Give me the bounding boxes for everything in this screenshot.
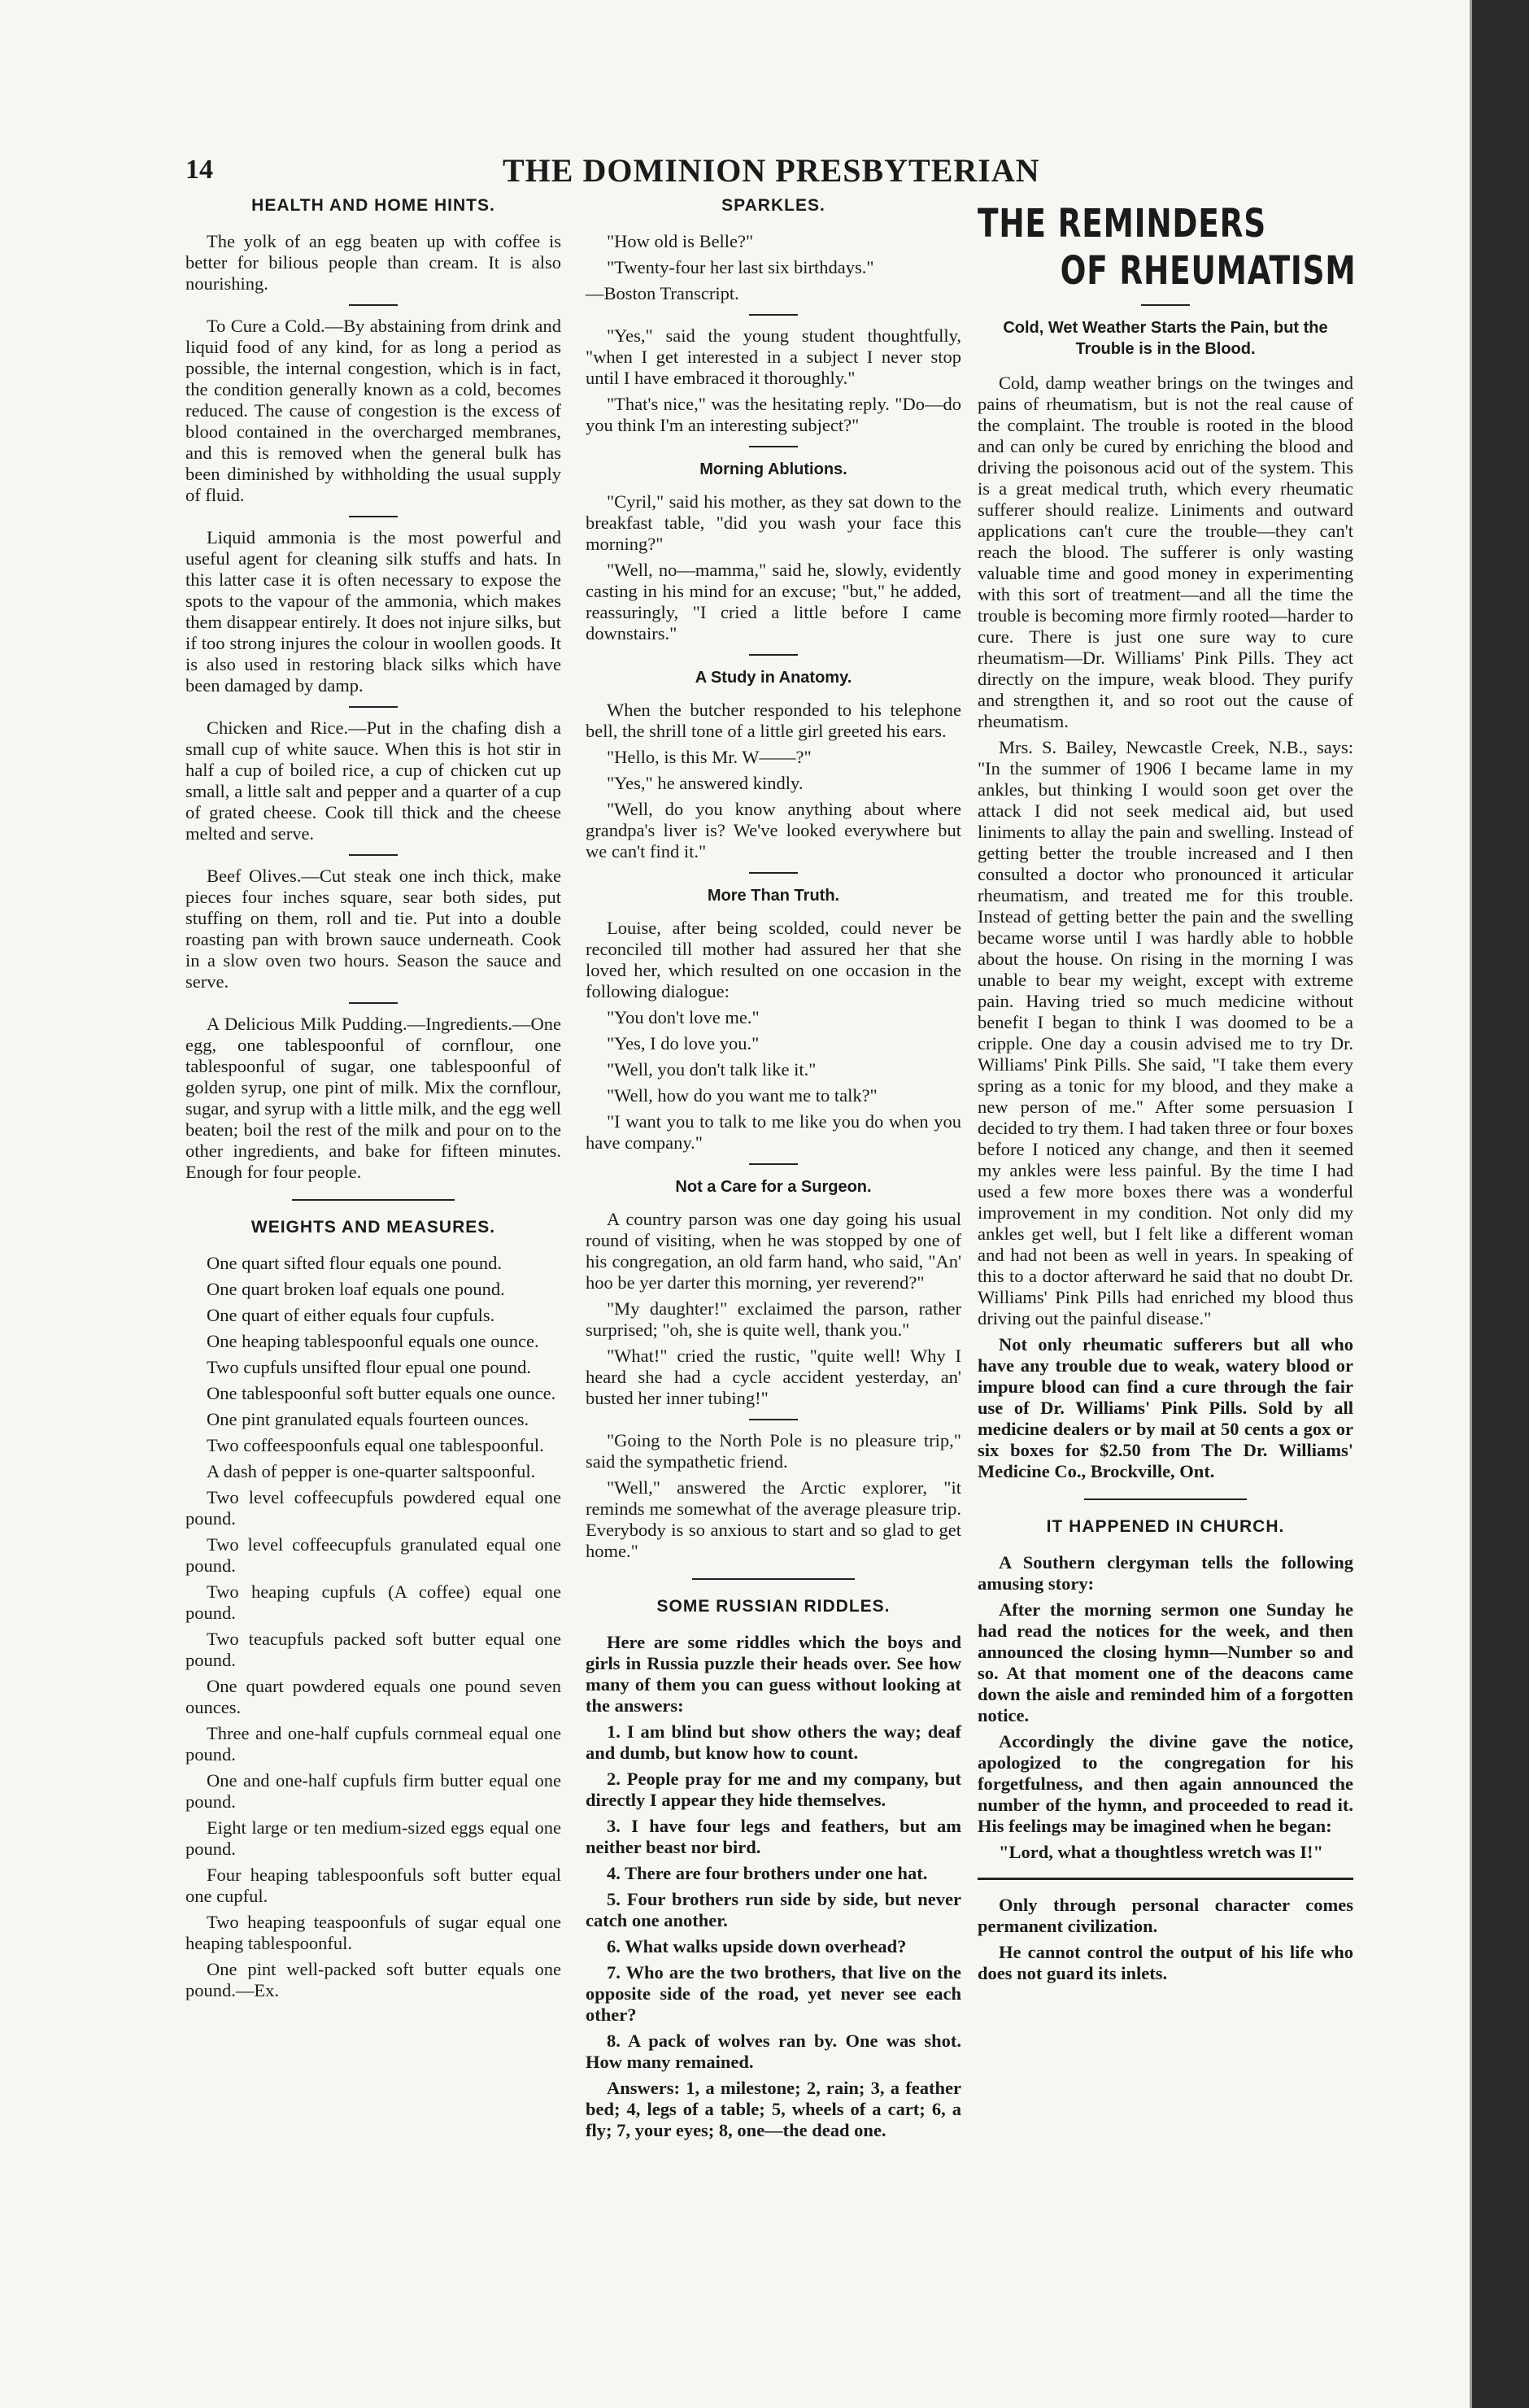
heading-sparkles: SPARKLES. (721, 196, 825, 215)
paragraph: A Southern clergyman tells the following amusing story: (978, 1552, 1353, 1594)
measure-item: Eight large or ten medium-sized eggs equal one pound. (185, 1817, 561, 1859)
riddle-item: 7. Who are the two brothers, that live on the opposite side of the road, yet never see each other? (586, 1962, 961, 2025)
measure-item: Two heaping cupfuls (A coffee) equal one pound. (185, 1581, 561, 1623)
divider (1141, 304, 1190, 306)
paragraph: "That's nice," was the hesitating reply. "Do—do you think I'm an interesting subject?" (586, 394, 961, 435)
measure-item: Two heaping teaspoonfuls of sugar equal one heaping tablespoonful. (185, 1912, 561, 1953)
masthead (185, 152, 1040, 195)
divider (749, 1163, 798, 1165)
column-sparkles (586, 195, 961, 2146)
divider (749, 446, 798, 447)
divider (749, 314, 798, 316)
measure-item: One quart of either equals four cupfuls. (207, 1305, 495, 1325)
paragraph: "Lord, what a thoughtless wretch was I!" (999, 1842, 1323, 1862)
paragraph: "Well, do you know anything about where grandpa's liver is? We've looked everywhere but we can't find it." (586, 799, 961, 862)
paragraph: "My daughter!" exclaimed the parson, rather surprised; "oh, she is quite well, thank you." (586, 1298, 961, 1340)
measure-item: One heaping tablespoonful equals one ounce. (207, 1331, 539, 1351)
paragraph: Chicken and Rice.—Put in the chafing dish a small cup of white sauce. When this is hot stir in half a cup of boiled rice, a cup of chicken cut up small, a little salt and pepper and a quarter of a cup of grated cheese. Cook till thick and the cheese melted and serve. (185, 718, 561, 844)
measure-item: Three and one-half cupfuls cornmeal equal one pound. (185, 1723, 561, 1765)
heading-health-home-hints: HEALTH AND HOME HINTS. (251, 196, 495, 215)
headline-deck: Cold, Wet Weather Starts the Pain, but the Trouble is in the Blood. (1003, 319, 1328, 358)
divider (349, 1002, 398, 1004)
divider (349, 516, 398, 517)
headline-reminders: THE REMINDERS (978, 201, 1266, 246)
subheading-more-than-truth: More Than Truth. (707, 887, 840, 905)
subheading-study-in-anatomy: A Study in Anatomy. (695, 669, 852, 687)
measure-item: One quart broken loaf equals one pound. (207, 1279, 505, 1299)
paragraph: "How old is Belle?" (607, 231, 754, 251)
measure-item: One pint well-packed soft butter equals one pound.—Ex. (185, 1959, 561, 2000)
measure-item: One and one-half cupfuls firm butter equal one pound. (185, 1770, 561, 1812)
paragraph: "What!" cried the rustic, "quite well! Why I heard she had a cycle accident yesterday, an' busted her inner tubing!" (586, 1346, 961, 1408)
paragraph: "I want you to talk to me like you do when you have company." (586, 1111, 961, 1153)
divider (978, 1878, 1353, 1880)
column-rheumatism (978, 195, 1357, 1989)
measure-item: Two level coffeecupfuls powdered equal one pound. (185, 1487, 561, 1529)
paragraph: "Well, you don't talk like it." (607, 1059, 817, 1080)
measure-item: One quart sifted flour equals one pound. (207, 1253, 503, 1273)
paragraph: "Going to the North Pole is no pleasure trip," said the sympathetic friend. (586, 1430, 961, 1472)
page-number: 14 (185, 155, 213, 185)
paragraph: "Well," answered the Arctic explorer, "it reminds me somewhat of the average pleasure trip. Everybody is so anxious to start and so glad to get home." (586, 1477, 961, 1561)
heading-it-happened-in-church: IT HAPPENED IN CHURCH. (1046, 1517, 1285, 1536)
measure-item: Two coffeespoonfuls equal one tablespoonful. (207, 1435, 544, 1455)
paragraph: A country parson was one day going his usual round of visiting, when he was stopped by one of his congregation, an old farm hand, who said, "An' hoo be yer darter this morning, yer reverend?" (586, 1209, 961, 1293)
attribution: —Boston Transcript. (586, 283, 739, 303)
measure-item: Two level coffeecupfuls granulated equal one pound. (185, 1534, 561, 1576)
epigram: Only through personal character comes permanent civilization. (978, 1895, 1353, 1936)
measure-item: A dash of pepper is one-quarter saltspoonful. (207, 1461, 536, 1481)
riddle-item: 4. There are four brothers under one hat. (607, 1863, 928, 1883)
measure-item: One tablespoonful soft butter equals one ounce. (207, 1383, 556, 1403)
riddle-item: 8. A pack of wolves ran by. One was shot. How many remained. (586, 2031, 961, 2072)
measure-item: One pint granulated equals fourteen ounces. (207, 1409, 529, 1429)
column-health-home-hints (185, 195, 561, 2006)
measure-item: Two cupfuls unsifted flour epual one pound. (207, 1357, 531, 1377)
paragraph: Liquid ammonia is the most powerful and useful agent for cleaning silk stuffs and hats. In this latter case it is often necessary to expose the spots to the vapour of the ammonia, which makes them disappear entirely. It does not injure silks, but if too strong injures the colour in woollen goods. It is also used in restoring black silks which have been damaged by damp. (185, 527, 561, 696)
paragraph: The yolk of an egg beaten up with coffee is better for bilious people than cream. It is also nourishing. (185, 231, 561, 294)
subheading-not-a-care: Not a Care for a Surgeon. (675, 1178, 872, 1196)
paragraph: "Hello, is this Mr. W——?" (607, 747, 812, 767)
paragraph: To Cure a Cold.—By abstaining from drink and liquid food of any kind, for as long a period as possible, the internal congestion, which is in fact, the condition generally known as a cold, becomes reduced. The cause of congestion is the excess of blood contained in the overcharged membranes, and this is removed when the general bulk has been diminished by withholding the usual supply of fluid. (185, 316, 561, 505)
divider (349, 706, 398, 708)
paragraph: "Yes," said the young student thoughtfully, "when I get interested in a subject I never stop until I have embraced it thoroughly." (586, 325, 961, 388)
divider (749, 1419, 798, 1420)
paragraph: Louise, after being scolded, could never be reconciled till mother had assured her that she loved her, which resulted on one occasion in the following dialogue: (586, 918, 961, 1001)
riddle-item: 5. Four brothers run side by side, but never catch one another. (586, 1889, 961, 1930)
paragraph: "Twenty-four her last six birthdays." (607, 257, 874, 277)
paper-title: THE DOMINION PRESBYTERIAN (503, 152, 1040, 189)
paragraph: Accordingly the divine gave the notice, apologized to the congregation for his forgetfulness, and then again announced the number of the hymn, and proceeded to read it. His feelings may be imagined when he began: (978, 1731, 1353, 1836)
riddle-answers: Answers: 1, a milestone; 2, rain; 3, a feather bed; 4, legs of a table; 5, wheels of a cart; 6, a fly; 7, your eyes; 8, one—the dead one. (586, 2078, 961, 2140)
measure-item: Two teacupfuls packed soft butter equal one pound. (185, 1629, 561, 1670)
paragraph: Mrs. S. Bailey, Newcastle Creek, N.B., says: "In the summer of 1906 I became lame in my ankles, but thinking I would soon get over the attack I did not seek medical aid, but used liniments to allay the pain and swelling. Instead of getting better the trouble increased and I then consulted a doctor who pronounced it articular rheumatism, and treated me for this trouble. Instead of getting better the pain and the swelling became worse until I was hardly able to hobble about the house. On rising in the morning I was unable to bear my weight, except with extreme pain. Having tried so much medicine without benefit I began to think I was doomed to be a cripple. One day a cousin advised me to try Dr. Williams' Pink Pills. She said, "I take them every spring as a tonic for my blood, and they make a new person of me." After some persuasion I decided to try them. I had taken three or four boxes before I noticed any change, and then it seemed my ankles were less painful. By the time I had used a few more boxes there was a wonderful improvement in my condition. Not only did my ankles get well, but I felt like a different woman and had not been as well in years. In speaking of this to a doctor afterward he said that no doubt Dr. Williams' Pink Pills had enriched my blood thus driving out the painful disease." (978, 737, 1353, 1328)
section-divider (1084, 1498, 1247, 1500)
riddle-item: 3. I have four legs and feathers, but am neither beast nor bird. (586, 1816, 961, 1857)
paragraph: Not only rheumatic sufferers but all who have any trouble due to weak, watery blood or impure blood can find a cure through the fair use of Dr. Williams' Pink Pills. Sold by all medicine dealers or by mail at 50 cents a gox or six boxes for $2.50 from The Dr. Williams' Medicine Co., Brockville, Ont. (978, 1334, 1353, 1481)
epigram: He cannot control the output of his life who does not guard its inlets. (978, 1942, 1353, 1983)
heading-weights-measures: WEIGHTS AND MEASURES. (250, 1218, 496, 1237)
divider (349, 304, 398, 306)
paragraph: "You don't love me." (607, 1007, 760, 1027)
section-divider (692, 1578, 855, 1580)
paragraph: When the butcher responded to his telephone bell, the shrill tone of a little girl greeted his ears. (586, 700, 961, 741)
paragraph: After the morning sermon one Sunday he had read the notices for the week, and then announced the closing hymn—Number so and so. At that moment one of the deacons came down the aisle and reminded him of a forgotten notice. (978, 1599, 1353, 1725)
divider (349, 854, 398, 856)
paragraph: "Cyril," said his mother, as they sat down to the breakfast table, "did you wash your face this morning?" (586, 491, 961, 554)
riddle-item: 6. What walks upside down overhead? (607, 1936, 907, 1956)
page-edge-shadow (1472, 0, 1529, 2408)
divider (749, 654, 798, 656)
paragraph: Beef Olives.—Cut steak one inch thick, make pieces four inches square, sear both sides, put stuffing on them, roll and tie. Put into a double roasting pan with brown sauce underneath. Cook in a slow oven two hours. Season the sauce and serve. (185, 866, 561, 992)
measure-item: Four heaping tablespoonfuls soft butter equal one cupful. (185, 1865, 561, 1906)
headline-rheumatism: OF RHEUMATISM (1060, 248, 1357, 294)
paragraph: "Yes," he answered kindly. (607, 773, 804, 793)
riddle-item: 1. I am blind but show others the way; deaf and dumb, but know how to count. (586, 1721, 961, 1763)
section-divider (292, 1199, 455, 1201)
subheading-morning-ablutions: Morning Ablutions. (699, 460, 847, 478)
paragraph: A Delicious Milk Pudding.—Ingredients.—One egg, one tablespoonful of cornflour, one tablespoonful of sugar, one tablespoonful of golden syrup, one pint of milk. Mix the cornflour, sugar, and syrup with a little milk, and the egg well beaten; boil the rest of the milk and pour on to the other ingredients, and bake for fifteen minutes. Enough for four people. (185, 1014, 561, 1182)
riddles-intro: Here are some riddles which the boys and girls in Russia puzzle their heads over. See how many of them you can guess without looking at the answers: (586, 1632, 961, 1716)
riddle-item: 2. People pray for me and my company, but directly I appear they hide themselves. (586, 1769, 961, 1810)
heading-russian-riddles: SOME RUSSIAN RIDDLES. (656, 1597, 891, 1616)
paragraph: "Yes, I do love you." (607, 1033, 760, 1054)
paragraph: "Well, how do you want me to talk?" (607, 1085, 878, 1106)
paragraph: Cold, damp weather brings on the twinges and pains of rheumatism, but is not the real cause of the complaint. The trouble is rooted in the blood and can only be cured by enriching the blood and driving the poisonous acid out of the system. This is a great medical truth, which every rheumatic sufferer should realize. Liniments and outward applications can't cure the trouble—they can't reach the blood. The sufferer is only wasting valuable time and good money in experimenting with this sort of treatment—and all the time the trouble is becoming more firmly rooted—harder to cure. There is just one sure way to cure rheumatism—Dr. Williams' Pink Pills. They act directly on the impure, weak blood. They purify and strengthen it, and so root out the cause of rheumatism. (978, 373, 1353, 731)
divider (749, 872, 798, 874)
measure-item: One quart powdered equals one pound seven ounces. (185, 1676, 561, 1717)
paragraph: "Well, no—mamma," said he, slowly, evidently casting in his mind for an excuse; "but," he added, reassuringly, "I cried a little before I came downstairs." (586, 560, 961, 643)
